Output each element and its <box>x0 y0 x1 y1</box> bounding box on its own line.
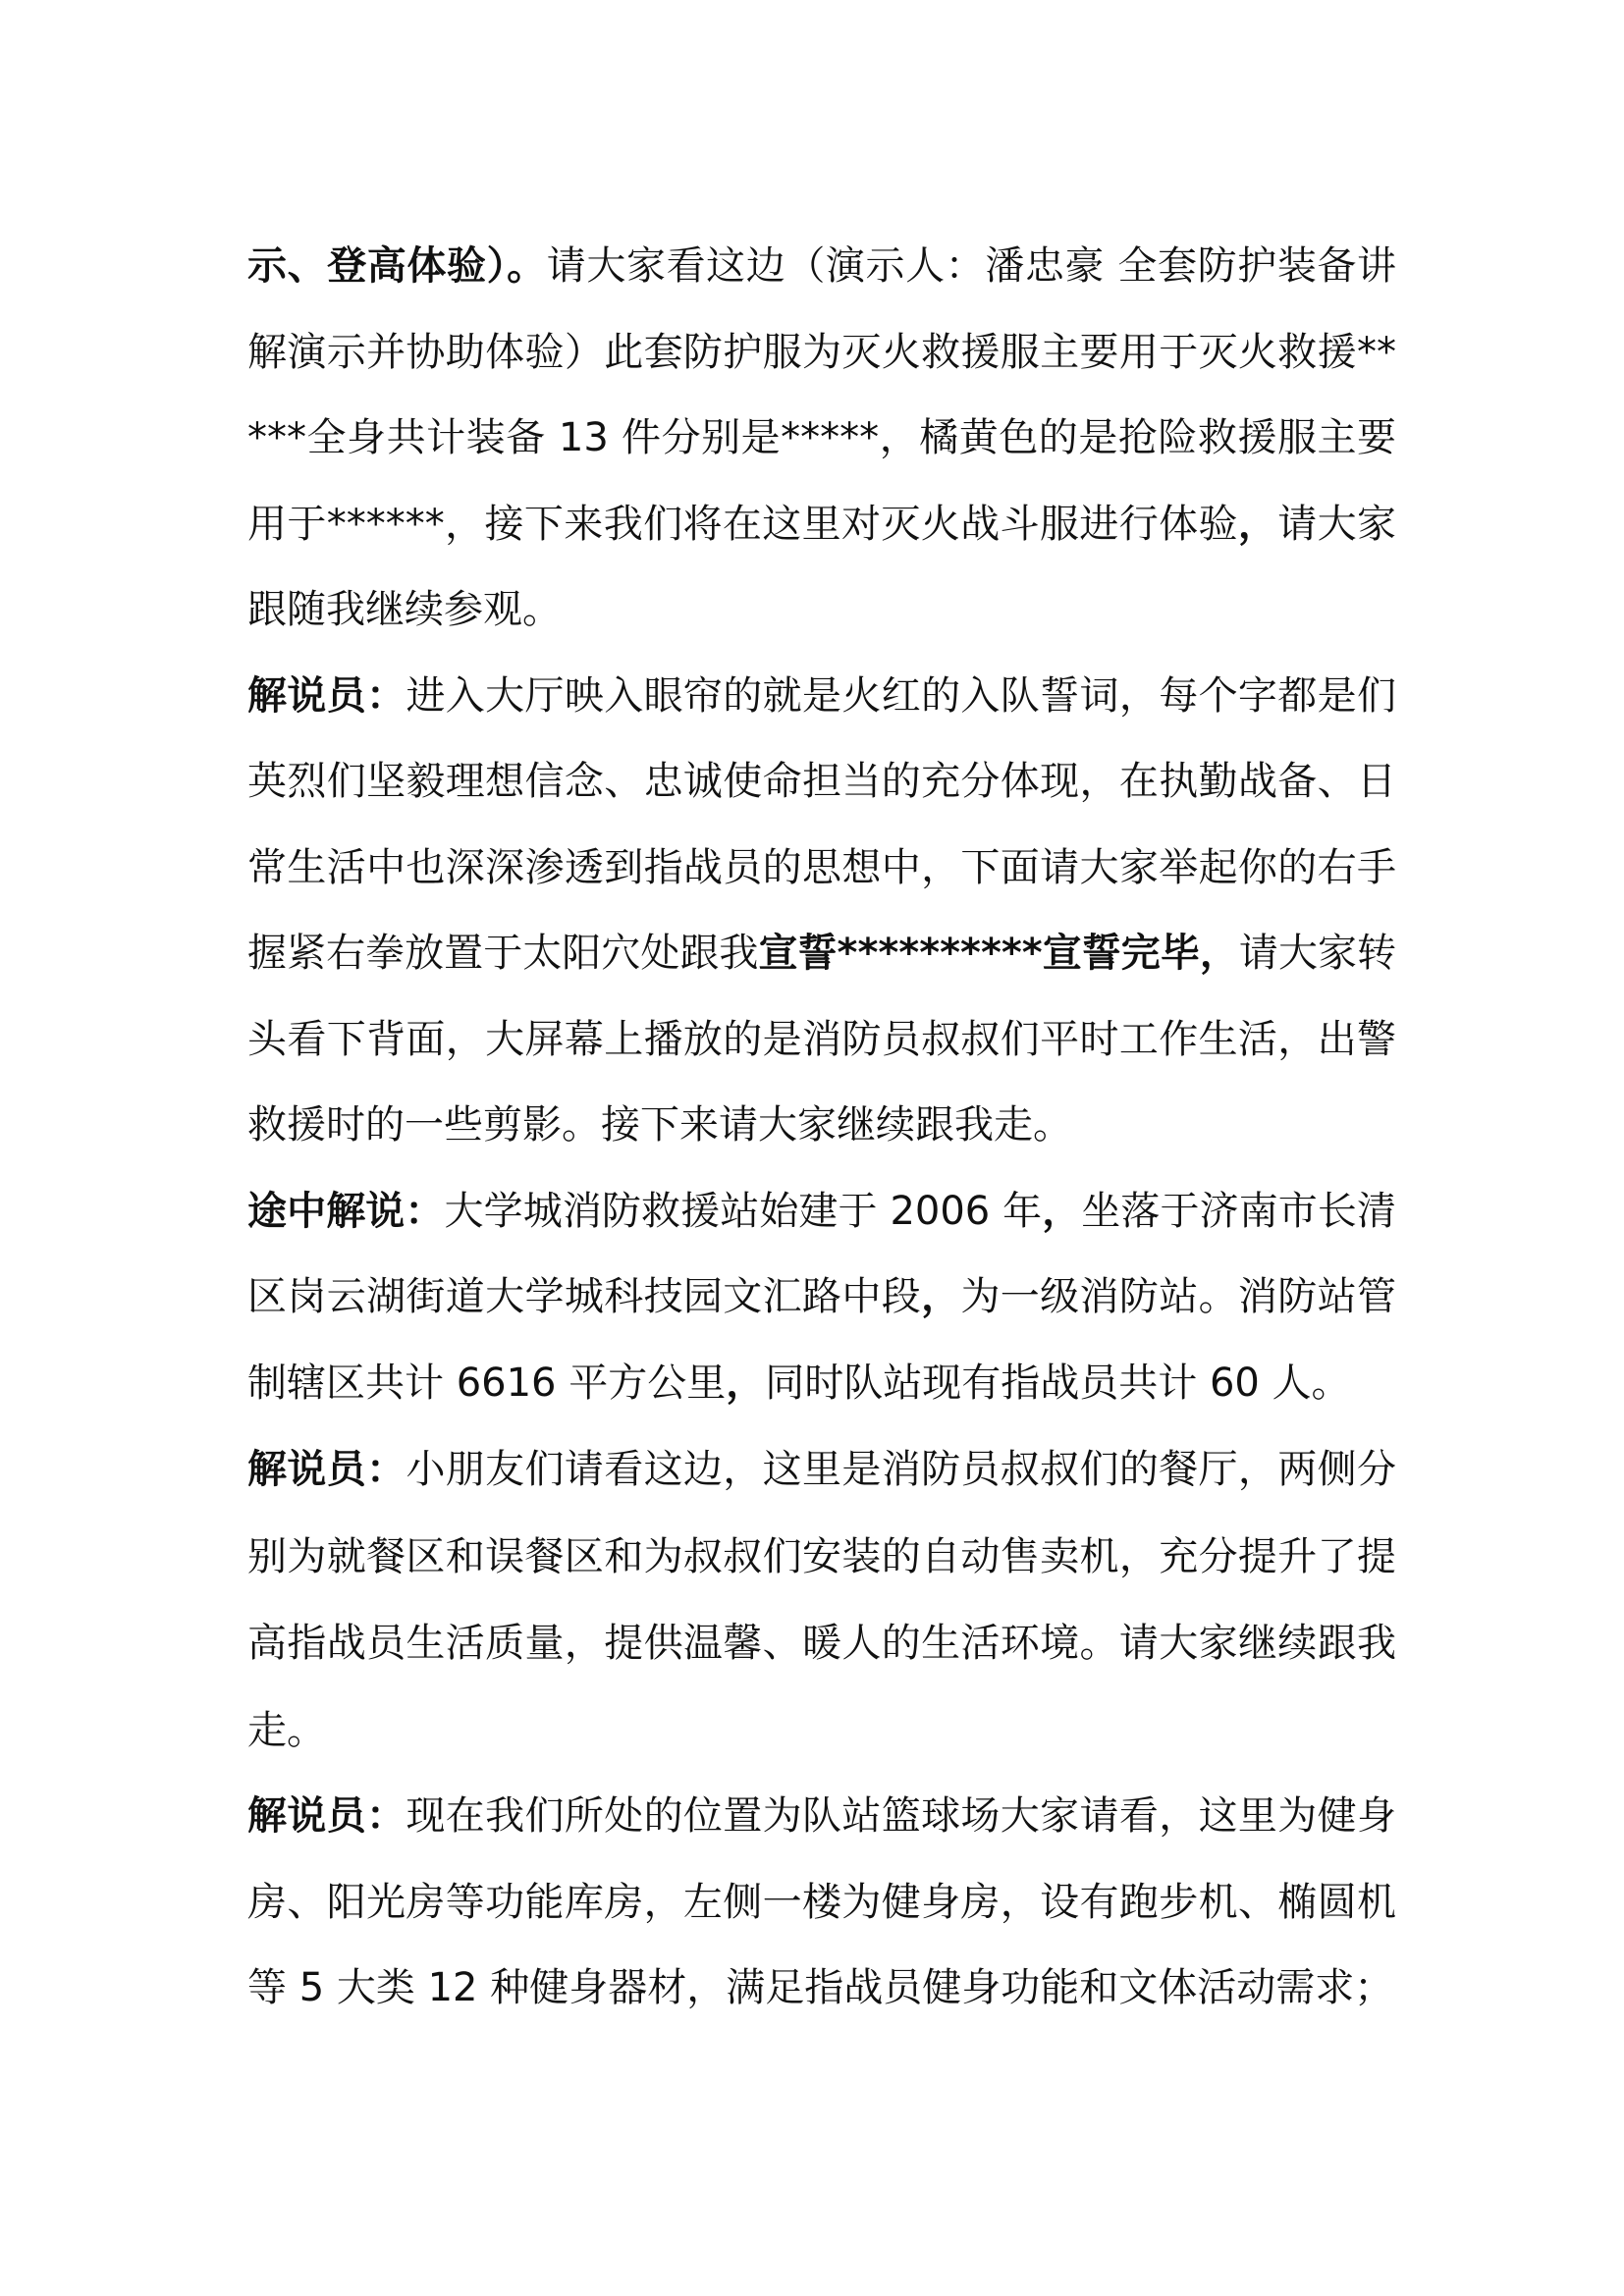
text-segment: 请大家跟随我继续参观。 <box>247 501 1397 632</box>
text-segment: 大学城消防救援站始建于 2006 年 <box>444 1188 1043 1234</box>
text-segment: 坐落于济南市长清区岗云湖街道大学城科技园文汇路中段 <box>247 1188 1397 1319</box>
text-segment: 现在我们所处的位置为队站篮球场大家请看，这里为健身房、阳光房等功能库房，左侧一楼为健身房，设有跑步机、椭圆机等 5 大类 12 种健身器材，满足指战员健身功能和文体活动需求； <box>247 1793 1397 2010</box>
paragraph-dining-hall <box>247 1426 1396 1774</box>
paragraph-station-intro <box>247 1169 1396 1427</box>
paragraph-equipment-demo <box>247 224 1396 654</box>
speaker-label: 途中解说： <box>247 1188 445 1234</box>
speaker-label: 解说员： <box>247 1447 406 1492</box>
paragraph-oath-hall <box>247 654 1396 1169</box>
text-segment-bold: ， <box>921 1274 961 1319</box>
text-segment: 同时队站现有指战员共计 60 人。 <box>765 1360 1351 1406</box>
text-segment-bold: 。 <box>507 243 547 289</box>
text-segment: 为一级消防站。消防站管制辖区共计 6616 平方公里 <box>247 1274 1397 1406</box>
text-segment: 请大家转头看下背面，大屏幕上播放的是消防员叔叔们平时工作生活，出警救援时的一些剪影。接下来请大家继续跟我走。 <box>247 931 1397 1148</box>
text-segment-bold: ， <box>1237 501 1278 547</box>
speaker-label: 解说员： <box>247 672 406 719</box>
speaker-label: 解说员： <box>247 1793 406 1839</box>
text-segment: 请大家看这边（演示人：潘忠豪 全套防护装备讲解演示并协助体验）此套防护服为灭火救援服主要用于灭火救援*****全身共计装备 13 件分别是*****，橘黄色的是抢险救援服主要用于******，接下来我们将在这里对灭火战斗服进行体验 <box>247 243 1397 547</box>
text-segment: 进入大厅映入眼帘的就是火红的入队誓词，每个字都是们英烈们坚毅理想信念、忠诚使命担当的充分体现，在执勤战备、日常生活中也深深渗透到指战员的思想中，下面请大家举起你的右手握紧右拳放置于太阳穴处跟我 <box>247 672 1397 976</box>
text-segment-bold: ， <box>726 1360 766 1406</box>
text-segment: 小朋友们请看这边，这里是消防员叔叔们的餐厅，两侧分别为就餐区和误餐区和为叔叔们安装的自动售卖机，充分提升了提高指战员生活质量，提供温馨、暖人的生活环境。请大家继续跟我走。 <box>247 1447 1397 1753</box>
document-page <box>247 224 1396 2032</box>
text-segment-bold: 示、登高体验） <box>247 243 508 289</box>
text-segment-bold: 宣誓**********宣誓完毕， <box>758 931 1239 976</box>
text-segment-bold: ， <box>1042 1188 1082 1234</box>
paragraph-gym <box>247 1774 1396 2032</box>
